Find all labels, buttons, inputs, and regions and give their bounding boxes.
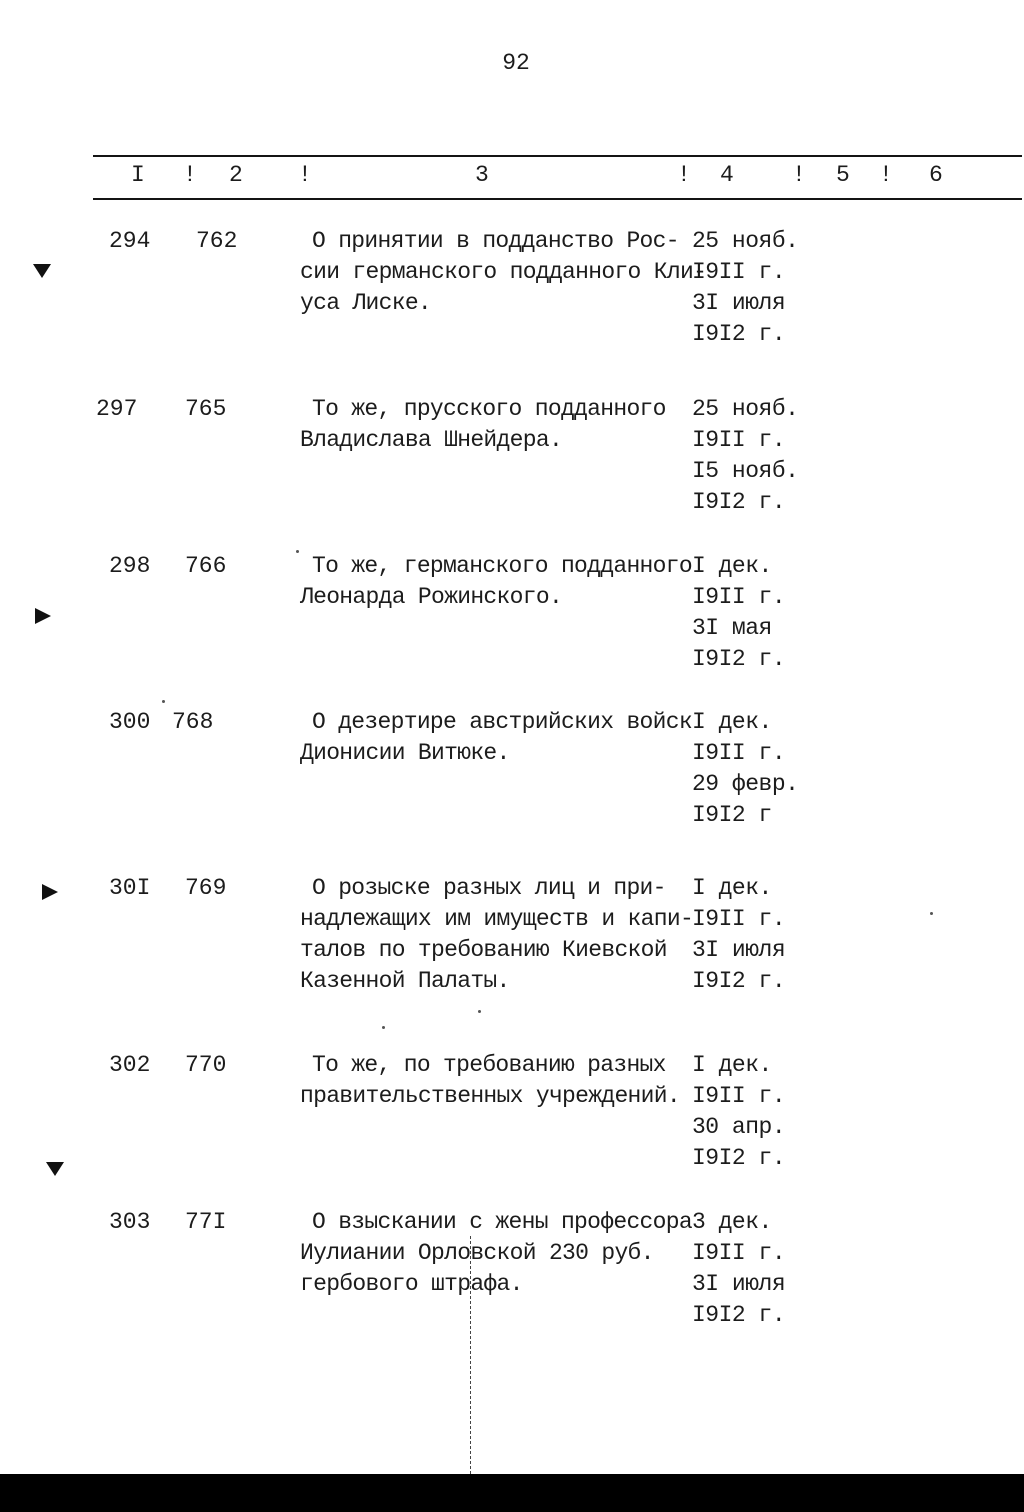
record-dates [692, 1207, 785, 1331]
date-line: I9I2 г. [692, 968, 786, 994]
row-number: 30I [109, 875, 151, 901]
date-line: I9II г. [692, 427, 786, 453]
title-line: Леонарда Рожинского. [300, 584, 563, 610]
header-col-3: 3 [475, 162, 489, 188]
title-line: О принятии в подданство Рос- [312, 228, 679, 254]
title-line: сии германского подданного Кли- [300, 259, 707, 285]
title-line: О дезертире австрийских войск [312, 709, 692, 735]
date-line: 29 февр. [692, 771, 799, 797]
date-line: I9II г. [692, 259, 786, 285]
title-line: О розыске разных лиц и при- [312, 875, 666, 901]
punch-hole-mark [46, 1162, 64, 1176]
date-line: I9I2 г [692, 802, 772, 828]
date-line: I9II г. [692, 1083, 786, 1109]
table-row [0, 1050, 1024, 1190]
record-dates [692, 707, 798, 831]
scan-crease-line [470, 1236, 471, 1474]
record-dates [692, 1050, 785, 1174]
row-number: 300 [109, 709, 151, 735]
record-title [300, 707, 692, 769]
punch-hole-mark [42, 884, 58, 900]
scan-speck [382, 1026, 385, 1029]
date-line: I дек. [692, 709, 772, 735]
row-number: 297 [96, 396, 138, 422]
date-line: 3I июля [692, 290, 786, 316]
file-number: 765 [185, 396, 227, 422]
title-line: Казенной Палаты. [300, 968, 510, 994]
header-separator-2: ! [298, 162, 312, 188]
file-number: 77I [185, 1209, 227, 1235]
header-rule-top [93, 155, 1022, 157]
table-row [0, 873, 1024, 1013]
date-line: 3I мая [692, 615, 772, 641]
table-row [0, 551, 1024, 691]
row-number: 302 [109, 1052, 151, 1078]
punch-hole-mark [33, 264, 51, 278]
record-title [300, 873, 693, 997]
date-line: I9I2 г. [692, 489, 786, 515]
row-number: 303 [109, 1209, 151, 1235]
date-line: 3I июля [692, 937, 786, 963]
scan-speck [930, 912, 933, 915]
header-separator-1: ! [183, 162, 197, 188]
header-col-4: 4 [720, 162, 734, 188]
title-line: гербового штрафа. [300, 1271, 523, 1297]
table-row [0, 1207, 1024, 1347]
record-dates [692, 226, 798, 350]
header-separator-5: ! [879, 162, 893, 188]
title-line: Владислава Шнейдера. [300, 427, 563, 453]
file-number: 770 [185, 1052, 227, 1078]
scan-speck [296, 550, 299, 553]
row-number: 298 [109, 553, 151, 579]
date-line: 25 нояб. [692, 396, 799, 422]
scan-speck [162, 700, 165, 703]
table-row [0, 226, 1024, 366]
header-separator-4: ! [792, 162, 806, 188]
title-line: правительственных учреждений. [300, 1083, 680, 1109]
header-col-5: 5 [836, 162, 850, 188]
date-line: 25 нояб. [692, 228, 799, 254]
record-title [300, 394, 666, 456]
date-line: I5 нояб. [692, 458, 799, 484]
date-line: I9I2 г. [692, 1302, 786, 1328]
file-number: 768 [172, 709, 214, 735]
date-line: I9II г. [692, 1240, 786, 1266]
punch-hole-mark [35, 608, 51, 624]
table-row [0, 394, 1024, 534]
date-line: I дек. [692, 1052, 772, 1078]
header-col-1: I [131, 162, 145, 188]
date-line: 30 апр. [692, 1114, 786, 1140]
record-dates [692, 873, 785, 997]
bottom-scan-border [0, 1474, 1024, 1512]
file-number: 762 [196, 228, 238, 254]
date-line: I9II г. [692, 906, 786, 932]
record-title [300, 1050, 680, 1112]
header-col-6: 6 [929, 162, 943, 188]
row-number: 294 [109, 228, 151, 254]
date-line: 3 дек. [692, 1209, 772, 1235]
scan-speck [478, 1010, 481, 1013]
header-separator-3: ! [677, 162, 691, 188]
date-line: I9II г. [692, 740, 786, 766]
date-line: I дек. [692, 553, 772, 579]
header-rule-bottom [93, 198, 1022, 200]
record-title [300, 551, 692, 613]
title-line: талов по требованию Киевской [300, 937, 667, 963]
title-line: То же, прусского подданного [312, 396, 666, 422]
record-title [300, 1207, 692, 1300]
title-line: Дионисии Витюке. [300, 740, 510, 766]
title-line: Иулиании Орловской 230 руб. [300, 1240, 654, 1266]
file-number: 766 [185, 553, 227, 579]
date-line: I9I2 г. [692, 1145, 786, 1171]
record-dates [692, 551, 785, 675]
date-line: I9I2 г. [692, 321, 786, 347]
table-row [0, 707, 1024, 847]
page-number: 92 [502, 50, 530, 76]
title-line: То же, по требованию разных [312, 1052, 666, 1078]
date-line: I дек. [692, 875, 772, 901]
header-col-2: 2 [229, 162, 243, 188]
title-line: О взыскании с жены профессора [312, 1209, 692, 1235]
date-line: I9I2 г. [692, 646, 786, 672]
date-line: I9II г. [692, 584, 786, 610]
title-line: То же, германского подданного [312, 553, 692, 579]
title-line: уса Лиске. [300, 290, 432, 316]
file-number: 769 [185, 875, 227, 901]
record-dates [692, 394, 798, 518]
date-line: 3I июля [692, 1271, 786, 1297]
record-title [300, 226, 706, 319]
title-line: надлежащих им имуществ и капи- [300, 906, 694, 932]
